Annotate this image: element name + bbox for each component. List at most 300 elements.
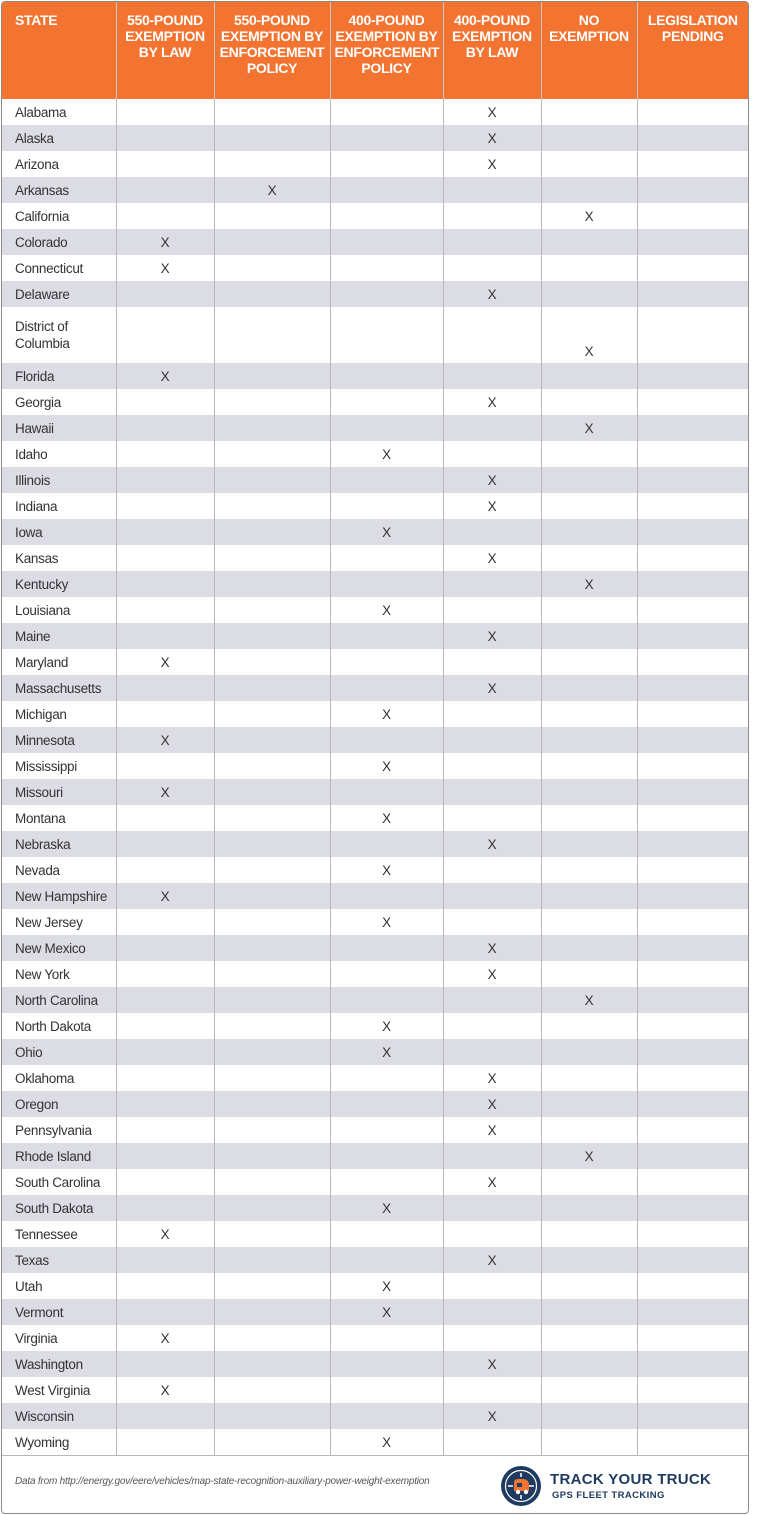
state-name-cell: Alaska (2, 125, 116, 151)
exemption-cell: X (443, 831, 541, 857)
brand-name: TRACK YOUR TRUCK (550, 1471, 712, 1488)
header-400-by-enforcement: 400-POUND EXEMPTION BY ENFORCEMENT POLICY (330, 2, 443, 99)
exemption-cell: X (541, 415, 637, 441)
exemption-cell: X (443, 1065, 541, 1091)
exemption-cell (637, 961, 748, 987)
state-name-cell: Tennessee (2, 1221, 116, 1247)
exemption-cell (116, 1091, 214, 1117)
exemption-cell: X (443, 125, 541, 151)
exemption-cell (330, 389, 443, 415)
exemption-cell (214, 857, 330, 883)
exemption-cell (443, 1429, 541, 1456)
state-name-cell: District of Columbia (2, 307, 116, 363)
exemption-cell (214, 987, 330, 1013)
state-name-cell: Minnesota (2, 727, 116, 753)
state-name-cell: New Mexico (2, 935, 116, 961)
exemption-cell (541, 779, 637, 805)
exemption-cell (541, 727, 637, 753)
state-name-cell: Utah (2, 1273, 116, 1299)
exemption-cell: X (443, 1247, 541, 1273)
exemption-cell (330, 1169, 443, 1195)
exemption-cell (637, 753, 748, 779)
exemption-cell (637, 1351, 748, 1377)
exemption-cell (116, 857, 214, 883)
exemption-cell (330, 1117, 443, 1143)
exemption-cell (541, 1351, 637, 1377)
state-name-cell: Alabama (2, 99, 116, 125)
table-row (2, 415, 748, 441)
exemption-cell (330, 623, 443, 649)
state-name-cell: Hawaii (2, 415, 116, 441)
exemption-cell (116, 675, 214, 701)
exemption-cell (541, 519, 637, 545)
state-name-cell: Montana (2, 805, 116, 831)
table-row (2, 649, 748, 675)
exemption-cell (330, 1247, 443, 1273)
exemption-cell (637, 1117, 748, 1143)
exemption-cell: X (116, 727, 214, 753)
exemption-cell (541, 389, 637, 415)
exemption-cell (541, 1429, 637, 1456)
table-row (2, 987, 748, 1013)
exemption-cell (116, 99, 214, 125)
table-row (2, 883, 748, 909)
exemption-cell: X (116, 779, 214, 805)
exemption-cell (637, 623, 748, 649)
exemption-cell (214, 805, 330, 831)
exemption-cell (116, 281, 214, 307)
exemption-cell (637, 307, 748, 363)
exemption-cell: X (541, 307, 637, 363)
exemption-cell (637, 1039, 748, 1065)
table-row (2, 1221, 748, 1247)
state-name-cell: Maryland (2, 649, 116, 675)
state-name-cell: Colorado (2, 229, 116, 255)
exemption-cell (330, 177, 443, 203)
exemption-table-card (1, 1, 749, 1514)
exemption-cell (330, 151, 443, 177)
table-row (2, 1273, 748, 1299)
table-row (2, 307, 748, 363)
exemption-cell (330, 1221, 443, 1247)
header-550-by-enforcement: 550-POUND EXEMPTION BY ENFORCEMENT POLICY (214, 2, 330, 99)
exemption-cell (116, 441, 214, 467)
exemption-cell (330, 883, 443, 909)
state-name-cell: Ohio (2, 1039, 116, 1065)
table-row (2, 623, 748, 649)
exemption-cell (541, 363, 637, 389)
exemption-cell (330, 727, 443, 753)
exemption-cell (443, 883, 541, 909)
truck-logo-icon (499, 1464, 543, 1508)
state-name-cell: Massachusetts (2, 675, 116, 701)
exemption-cell (541, 1221, 637, 1247)
exemption-cell (214, 99, 330, 125)
exemption-cell (330, 649, 443, 675)
table-header-row (2, 2, 748, 99)
exemption-cell: X (443, 935, 541, 961)
exemption-cell (116, 1117, 214, 1143)
table-row (2, 1013, 748, 1039)
table-row (2, 281, 748, 307)
exemption-cell: X (443, 675, 541, 701)
exemption-cell (541, 883, 637, 909)
table-row (2, 935, 748, 961)
exemption-cell (116, 909, 214, 935)
table-row (2, 1117, 748, 1143)
exemption-cell (116, 597, 214, 623)
exemption-cell (214, 441, 330, 467)
exemption-cell (541, 281, 637, 307)
exemption-cell (443, 753, 541, 779)
state-name-cell: Georgia (2, 389, 116, 415)
exemption-cell (330, 1091, 443, 1117)
exemption-cell (214, 961, 330, 987)
exemption-cell (116, 519, 214, 545)
state-name-cell: North Carolina (2, 987, 116, 1013)
exemption-cell (330, 493, 443, 519)
exemption-cell: X (541, 571, 637, 597)
exemption-cell (214, 649, 330, 675)
exemption-cell (443, 857, 541, 883)
exemption-cell (443, 1195, 541, 1221)
exemption-cell (330, 1377, 443, 1403)
exemption-cell (214, 1143, 330, 1169)
state-name-cell: Iowa (2, 519, 116, 545)
exemption-cell (637, 363, 748, 389)
exemption-cell: X (443, 1351, 541, 1377)
exemption-cell (214, 675, 330, 701)
exemption-cell (443, 415, 541, 441)
exemption-cell (541, 623, 637, 649)
exemption-cell (116, 125, 214, 151)
exemption-cell (443, 597, 541, 623)
exemption-cell (214, 255, 330, 281)
exemption-cell: X (330, 1039, 443, 1065)
table-row (2, 1325, 748, 1351)
exemption-cell: X (116, 1377, 214, 1403)
exemption-cell: X (116, 255, 214, 281)
state-name-cell: Oregon (2, 1091, 116, 1117)
state-name-cell: Rhode Island (2, 1143, 116, 1169)
exemption-cell (637, 519, 748, 545)
exemption-cell (443, 1013, 541, 1039)
table-row (2, 519, 748, 545)
table-row (2, 831, 748, 857)
exemption-cell (541, 701, 637, 727)
state-name-cell: Maine (2, 623, 116, 649)
exemption-cell (116, 1143, 214, 1169)
exemption-cell (541, 753, 637, 779)
exemption-cell (443, 805, 541, 831)
exemption-cell (214, 389, 330, 415)
exemption-cell (116, 1351, 214, 1377)
exemption-cell (637, 229, 748, 255)
exemption-cell (541, 1117, 637, 1143)
exemption-cell (637, 1221, 748, 1247)
exemption-cell (330, 675, 443, 701)
exemption-cell (443, 1221, 541, 1247)
exemption-cell: X (330, 597, 443, 623)
exemption-cell (214, 831, 330, 857)
exemption-cell (116, 753, 214, 779)
table-row (2, 177, 748, 203)
exemption-cell (214, 701, 330, 727)
exemption-cell (214, 467, 330, 493)
state-name-cell: Missouri (2, 779, 116, 805)
exemption-cell (541, 151, 637, 177)
exemption-cell (443, 1143, 541, 1169)
exemption-cell: X (330, 1273, 443, 1299)
table-row (2, 229, 748, 255)
exemption-cell (443, 1039, 541, 1065)
exemption-cell (637, 415, 748, 441)
exemption-cell (541, 441, 637, 467)
header-no-exemption: NO EXEMPTION (541, 2, 637, 99)
exemption-cell (443, 255, 541, 281)
exemption-cell: X (330, 1013, 443, 1039)
exemption-cell (541, 177, 637, 203)
state-name-cell: Idaho (2, 441, 116, 467)
state-name-cell: New York (2, 961, 116, 987)
exemption-cell (541, 805, 637, 831)
exemption-cell: X (330, 519, 443, 545)
exemption-cell: X (330, 909, 443, 935)
exemption-cell (541, 1013, 637, 1039)
exemption-cell (541, 935, 637, 961)
exemption-cell (214, 1377, 330, 1403)
table-row (2, 545, 748, 571)
exemption-cell (637, 1273, 748, 1299)
exemption-cell (637, 177, 748, 203)
table-row (2, 675, 748, 701)
exemption-cell (637, 467, 748, 493)
exemption-cell (541, 255, 637, 281)
exemption-cell (443, 203, 541, 229)
exemption-cell (214, 1091, 330, 1117)
exemption-cell: X (443, 389, 541, 415)
exemption-cell: X (443, 99, 541, 125)
exemption-cell (214, 935, 330, 961)
exemption-cell (214, 1169, 330, 1195)
exemption-cell (214, 519, 330, 545)
exemption-cell (116, 623, 214, 649)
table-row (2, 363, 748, 389)
exemption-cell (443, 571, 541, 597)
exemption-cell (443, 987, 541, 1013)
state-name-cell: Indiana (2, 493, 116, 519)
exemption-cell (443, 1377, 541, 1403)
exemption-cell (637, 441, 748, 467)
exemption-cell (214, 1325, 330, 1351)
exemption-cell (541, 1299, 637, 1325)
exemption-cell: X (214, 177, 330, 203)
table-row (2, 203, 748, 229)
exemption-cell (541, 1247, 637, 1273)
state-name-cell: Virginia (2, 1325, 116, 1351)
exemption-cell: X (330, 1299, 443, 1325)
state-name-cell: Kentucky (2, 571, 116, 597)
exemption-cell (214, 363, 330, 389)
exemption-cell (214, 1403, 330, 1429)
exemption-cell (541, 1195, 637, 1221)
exemption-cell (541, 1377, 637, 1403)
exemption-cell (541, 675, 637, 701)
exemption-cell (541, 857, 637, 883)
exemption-cell (116, 467, 214, 493)
table-row (2, 441, 748, 467)
state-name-cell: Oklahoma (2, 1065, 116, 1091)
table-row (2, 805, 748, 831)
table-row (2, 1169, 748, 1195)
exemption-cell (541, 831, 637, 857)
exemption-cell (214, 415, 330, 441)
exemption-cell (637, 883, 748, 909)
exemption-cell (637, 987, 748, 1013)
exemption-cell: X (330, 701, 443, 727)
exemption-cell: X (330, 441, 443, 467)
exemption-cell (330, 229, 443, 255)
table-row (2, 1299, 748, 1325)
exemption-cell (330, 545, 443, 571)
exemption-cell (541, 99, 637, 125)
state-name-cell: Florida (2, 363, 116, 389)
state-name-cell: Kansas (2, 545, 116, 571)
exemption-cell (637, 935, 748, 961)
exemption-cell: X (443, 493, 541, 519)
exemption-cell (330, 1065, 443, 1091)
exemption-cell (637, 203, 748, 229)
exemption-cell (116, 1403, 214, 1429)
exemption-cell (214, 1273, 330, 1299)
exemption-cell (541, 493, 637, 519)
exemption-cell (443, 519, 541, 545)
table-row (2, 1091, 748, 1117)
table-row (2, 1195, 748, 1221)
exemption-cell (330, 1403, 443, 1429)
exemption-cell (330, 987, 443, 1013)
exemption-cell (637, 779, 748, 805)
state-name-cell: Delaware (2, 281, 116, 307)
exemption-cell: X (443, 1169, 541, 1195)
exemption-cell (443, 229, 541, 255)
table-row (2, 1351, 748, 1377)
exemption-cell: X (116, 883, 214, 909)
exemption-cell (330, 467, 443, 493)
exemption-cell (637, 1065, 748, 1091)
table-row (2, 909, 748, 935)
exemption-cell (541, 1169, 637, 1195)
table-row (2, 1065, 748, 1091)
exemption-cell (637, 1403, 748, 1429)
exemption-cell (541, 1039, 637, 1065)
exemption-cell (214, 1429, 330, 1456)
exemption-cell: X (330, 805, 443, 831)
table-row (2, 125, 748, 151)
table-row (2, 255, 748, 281)
exemption-cell (214, 1299, 330, 1325)
exemption-cell (637, 151, 748, 177)
exemption-cell (214, 1039, 330, 1065)
exemption-cell: X (116, 649, 214, 675)
exemption-cell (214, 281, 330, 307)
table-row (2, 1143, 748, 1169)
exemption-cell (443, 779, 541, 805)
exemption-cell (116, 389, 214, 415)
exemption-cell (637, 597, 748, 623)
state-name-cell: Michigan (2, 701, 116, 727)
exemption-cell (637, 701, 748, 727)
exemption-cell: X (116, 1221, 214, 1247)
exemption-cell (330, 1325, 443, 1351)
exemption-cell (637, 545, 748, 571)
exemption-cell (214, 307, 330, 363)
exemption-cell (541, 597, 637, 623)
exemption-cell (116, 1195, 214, 1221)
exemption-cell (330, 935, 443, 961)
exemption-cell (214, 779, 330, 805)
exemption-cell (637, 805, 748, 831)
exemption-cell (637, 389, 748, 415)
exemption-cell (637, 1429, 748, 1456)
exemption-cell (116, 1429, 214, 1456)
exemption-cell (116, 1299, 214, 1325)
footer (2, 1453, 748, 1513)
exemption-cell (214, 125, 330, 151)
exemption-cell (637, 1377, 748, 1403)
exemption-cell (443, 649, 541, 675)
exemption-cell (541, 1325, 637, 1351)
exemption-cell (214, 1195, 330, 1221)
exemption-cell (116, 701, 214, 727)
state-name-cell: Nevada (2, 857, 116, 883)
data-source-note: Data from http://energy.gov/eere/vehicles/map-state-recognition-auxiliary-power-weight-exemption (15, 1476, 430, 1487)
exemption-cell (330, 363, 443, 389)
exemption-cell: X (443, 1117, 541, 1143)
exemption-cell (541, 1065, 637, 1091)
exemption-cell (214, 545, 330, 571)
state-name-cell: West Virginia (2, 1377, 116, 1403)
state-name-cell: Louisiana (2, 597, 116, 623)
exemption-cell (214, 909, 330, 935)
state-name-cell: Texas (2, 1247, 116, 1273)
state-name-cell: South Carolina (2, 1169, 116, 1195)
table-row (2, 493, 748, 519)
table-row (2, 99, 748, 125)
table-row (2, 597, 748, 623)
state-name-cell: Nebraska (2, 831, 116, 857)
exemption-cell (541, 649, 637, 675)
exemption-cell (637, 1247, 748, 1273)
exemption-cell: X (330, 1429, 443, 1456)
exemption-cell (330, 255, 443, 281)
state-name-cell: Arizona (2, 151, 116, 177)
exemption-cell: X (330, 1195, 443, 1221)
exemption-cell (214, 203, 330, 229)
exemption-cell (443, 363, 541, 389)
exemption-cell (116, 1065, 214, 1091)
state-name-cell: Mississippi (2, 753, 116, 779)
exemption-cell: X (116, 1325, 214, 1351)
table-row (2, 1429, 748, 1456)
header-state: STATE (2, 2, 116, 99)
state-name-cell: Illinois (2, 467, 116, 493)
exemption-cell (214, 493, 330, 519)
state-name-cell: Connecticut (2, 255, 116, 281)
exemption-cell (637, 831, 748, 857)
state-name-cell: Wisconsin (2, 1403, 116, 1429)
exemption-cell (214, 1065, 330, 1091)
